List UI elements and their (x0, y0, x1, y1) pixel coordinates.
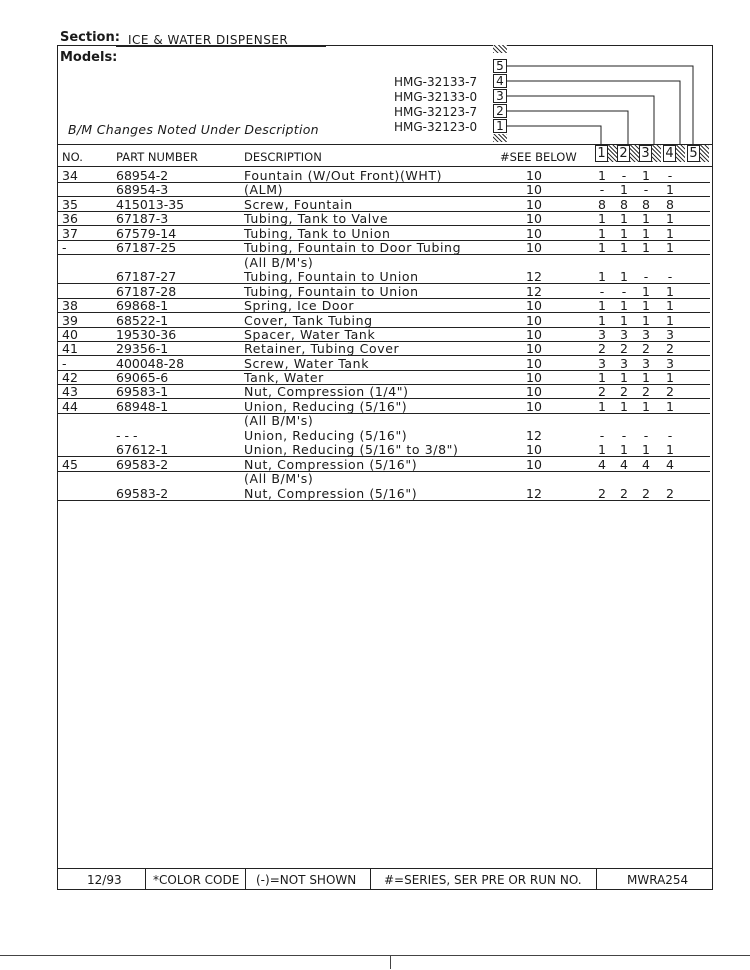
part-number: 69065-6 (116, 370, 169, 385)
part-number: 69583-2 (116, 486, 169, 501)
part-number: 415013-35 (116, 197, 185, 212)
bm-quantity-3: 1 (642, 313, 650, 328)
col-header-no: NO. (62, 150, 83, 164)
bm-quantity-2: 8 (620, 197, 628, 212)
bm-col-5: 5 (687, 145, 700, 162)
bm-quantity-4: 1 (666, 442, 674, 457)
see-below-code: 10 (526, 240, 542, 255)
see-below-code: 10 (526, 442, 542, 457)
bm-quantity-1: 1 (598, 211, 606, 226)
bm-quantity-4: 8 (666, 197, 674, 212)
part-number: 400048-28 (116, 356, 185, 371)
see-below-code: 10 (526, 384, 542, 399)
item-number: 41 (62, 341, 78, 356)
item-number: - (62, 240, 67, 255)
bm-quantity-1: 1 (598, 370, 606, 385)
part-description: (All B/M's) (244, 255, 314, 270)
bm-quantity-2: 3 (620, 356, 628, 371)
part-number: 67579-14 (116, 226, 177, 241)
bm-quantity-2: 1 (620, 211, 628, 226)
page-bottom-tick (390, 955, 391, 969)
part-description: (All B/M's) (244, 413, 314, 428)
bm-quantity-3: - (643, 428, 649, 443)
item-number: 37 (62, 226, 78, 241)
bm-quantity-2: 1 (620, 298, 628, 313)
section-title: ICE & WATER DISPENSER (128, 33, 289, 47)
bm-quantity-1: - (599, 182, 605, 197)
model-name-4: HMG-32133-7 (394, 75, 478, 89)
part-description: (All B/M's) (244, 471, 314, 486)
part-description: Screw, Fountain (244, 197, 353, 212)
part-number: - - - (116, 428, 138, 443)
part-description: Nut, Compression (5/16") (244, 457, 418, 472)
bm-quantity-4: 1 (666, 399, 674, 414)
bm-quantity-2: 2 (620, 384, 628, 399)
part-number: 67187-28 (116, 284, 177, 299)
bm-quantity-3: 1 (642, 370, 650, 385)
row-underline (58, 500, 710, 501)
part-number: 67187-3 (116, 211, 169, 226)
footer-date: 12/93 (87, 873, 122, 887)
item-number: 40 (62, 327, 78, 342)
header-bottom-rule (57, 166, 713, 167)
model-name-1: HMG-32123-0 (394, 120, 478, 134)
bm-quantity-4: 3 (666, 327, 674, 342)
bm-quantity-1: 3 (598, 327, 606, 342)
see-below-code: 12 (526, 428, 542, 443)
footer-series-note: #=SERIES, SER PRE OR RUN NO. (384, 873, 582, 887)
part-description: Tank, Water (244, 370, 324, 385)
see-below-code: 10 (526, 356, 542, 371)
bm-quantity-2: 1 (620, 240, 628, 255)
see-below-code: 10 (526, 211, 542, 226)
part-number: 67612-1 (116, 442, 169, 457)
bm-quantity-4: 1 (666, 298, 674, 313)
bm-changes-note: B/M Changes Noted Under Description (68, 122, 319, 137)
bm-hatch (630, 145, 639, 162)
bm-quantity-1: 2 (598, 384, 606, 399)
item-number: 38 (62, 298, 78, 313)
see-below-code: 10 (526, 327, 542, 342)
bm-quantity-1: 1 (598, 226, 606, 241)
bm-col-3: 3 (639, 145, 652, 162)
bm-quantity-2: 1 (620, 313, 628, 328)
bm-quantity-4: 1 (666, 226, 674, 241)
bm-quantity-1: 1 (598, 298, 606, 313)
bm-quantity-2: 1 (620, 269, 628, 284)
bm-quantity-3: 1 (642, 226, 650, 241)
item-number: 35 (62, 197, 78, 212)
part-number: 29356-1 (116, 341, 169, 356)
bm-col-2: 2 (617, 145, 630, 162)
item-number: 36 (62, 211, 78, 226)
bm-quantity-2: 2 (620, 486, 628, 501)
part-description: Fountain (W/Out Front)(WHT) (244, 168, 443, 183)
item-number: 39 (62, 313, 78, 328)
footer-separator (245, 868, 246, 890)
part-description: Cover, Tank Tubing (244, 313, 373, 328)
bm-quantity-3: 1 (642, 298, 650, 313)
item-number: 45 (62, 457, 78, 472)
part-description: Nut, Compression (5/16") (244, 486, 418, 501)
bm-quantity-1: 1 (598, 442, 606, 457)
part-description: Tubing, Fountain to Union (244, 269, 419, 284)
see-below-code: 12 (526, 284, 542, 299)
bm-quantity-2: - (621, 284, 627, 299)
part-description: Nut, Compression (1/4") (244, 384, 409, 399)
bm-quantity-3: 1 (642, 211, 650, 226)
bm-quantity-4: 1 (666, 182, 674, 197)
bm-quantity-1: - (599, 284, 605, 299)
bm-quantity-2: - (621, 168, 627, 183)
item-number: 44 (62, 399, 78, 414)
bm-quantity-3: 1 (642, 442, 650, 457)
page-bottom-rule (0, 955, 750, 956)
footer-separator (145, 868, 146, 890)
bm-quantity-3: - (643, 182, 649, 197)
part-description: Union, Reducing (5/16") (244, 399, 408, 414)
bm-hatch (652, 145, 661, 162)
part-description: Screw, Water Tank (244, 356, 370, 371)
see-below-code: 10 (526, 313, 542, 328)
bm-quantity-3: 2 (642, 486, 650, 501)
bm-quantity-3: - (643, 269, 649, 284)
model-box-2: 2 (493, 104, 507, 118)
bm-quantity-3: 3 (642, 327, 650, 342)
part-number: 68522-1 (116, 313, 169, 328)
bm-quantity-1: 4 (598, 457, 606, 472)
item-number: - (62, 356, 67, 371)
bm-quantity-2: 1 (620, 226, 628, 241)
see-below-code: 10 (526, 226, 542, 241)
bm-quantity-3: 2 (642, 341, 650, 356)
col-header-description: DESCRIPTION (244, 150, 322, 164)
bm-quantity-4: 2 (666, 341, 674, 356)
see-below-code: 10 (526, 341, 542, 356)
bm-quantity-3: 8 (642, 197, 650, 212)
bm-quantity-1: 1 (598, 168, 606, 183)
col-header-part-number: PART NUMBER (116, 150, 198, 164)
see-below-code: 10 (526, 298, 542, 313)
model-box-1: 1 (493, 119, 507, 133)
part-number: 68954-3 (116, 182, 169, 197)
bm-hatch (700, 145, 709, 162)
see-below-code: 12 (526, 269, 542, 284)
bm-quantity-4: 4 (666, 457, 674, 472)
model-box-hatch-top (493, 45, 507, 53)
bm-quantity-4: 1 (666, 240, 674, 255)
model-box-hatch-bottom (493, 134, 507, 142)
model-name-2: HMG-32123-7 (394, 105, 478, 119)
bm-quantity-4: 1 (666, 284, 674, 299)
bm-quantity-2: 4 (620, 457, 628, 472)
part-description: Tubing, Fountain to Union (244, 284, 419, 299)
models-label: Models: (60, 50, 118, 65)
bm-quantity-4: 2 (666, 486, 674, 501)
part-description: Tubing, Tank to Valve (244, 211, 389, 226)
bm-quantity-2: 1 (620, 399, 628, 414)
model-name-3: HMG-32133-0 (394, 90, 478, 104)
item-number: 34 (62, 168, 78, 183)
part-number: 68954-2 (116, 168, 169, 183)
model-leader-lines (0, 0, 750, 160)
part-number: 19530-36 (116, 327, 177, 342)
part-description: Union, Reducing (5/16" to 3/8") (244, 442, 459, 457)
bm-quantity-4: - (667, 428, 673, 443)
bm-quantity-3: 1 (642, 240, 650, 255)
see-below-code: 10 (526, 168, 542, 183)
part-description: (ALM) (244, 182, 284, 197)
bm-quantity-3: 1 (642, 168, 650, 183)
part-number: 67187-27 (116, 269, 177, 284)
bm-quantity-2: 1 (620, 182, 628, 197)
part-description: Spring, Ice Door (244, 298, 355, 313)
part-description: Spacer, Water Tank (244, 327, 376, 342)
bm-quantity-4: - (667, 168, 673, 183)
bm-quantity-1: 1 (598, 313, 606, 328)
bm-quantity-3: 2 (642, 384, 650, 399)
bm-quantity-4: 3 (666, 356, 674, 371)
footer-color-code: *COLOR CODE (153, 873, 240, 887)
see-below-code: 12 (526, 486, 542, 501)
bm-quantity-4: 1 (666, 313, 674, 328)
see-below-code: 10 (526, 399, 542, 414)
model-box-4: 4 (493, 74, 507, 88)
bm-quantity-4: 1 (666, 211, 674, 226)
bm-quantity-2: - (621, 428, 627, 443)
model-box-3: 3 (493, 89, 507, 103)
col-header-see-below: #SEE BELOW (500, 150, 577, 164)
footer-separator (596, 868, 597, 890)
footer-separator (370, 868, 371, 890)
bm-quantity-4: - (667, 269, 673, 284)
footer-code: MWRA254 (627, 873, 689, 887)
bm-col-1: 1 (595, 145, 608, 162)
see-below-code: 10 (526, 457, 542, 472)
part-number: 69583-1 (116, 384, 169, 399)
part-description: Retainer, Tubing Cover (244, 341, 400, 356)
bm-quantity-3: 4 (642, 457, 650, 472)
bm-quantity-1: 2 (598, 486, 606, 501)
part-number: 67187-25 (116, 240, 177, 255)
see-below-code: 10 (526, 370, 542, 385)
part-number: 68948-1 (116, 399, 169, 414)
bm-quantity-1: 2 (598, 341, 606, 356)
bm-quantity-3: 1 (642, 399, 650, 414)
part-number: 69868-1 (116, 298, 169, 313)
bm-quantity-1: 8 (598, 197, 606, 212)
item-number: 42 (62, 370, 78, 385)
bm-col-4: 4 (663, 145, 676, 162)
part-number: 69583-2 (116, 457, 169, 472)
bm-hatch (676, 145, 685, 162)
row-underline (58, 413, 710, 414)
bm-quantity-4: 2 (666, 384, 674, 399)
bm-quantity-4: 1 (666, 370, 674, 385)
row-underline (58, 471, 710, 472)
model-box-5: 5 (493, 59, 507, 73)
bm-quantity-1: 3 (598, 356, 606, 371)
bm-hatch (608, 145, 617, 162)
bm-quantity-1: 1 (598, 269, 606, 284)
bm-quantity-1: 1 (598, 399, 606, 414)
row-underline (58, 254, 710, 255)
bm-quantity-3: 3 (642, 356, 650, 371)
item-number: 43 (62, 384, 78, 399)
see-below-code: 10 (526, 197, 542, 212)
part-description: Tubing, Tank to Union (244, 226, 391, 241)
bm-quantity-1: - (599, 428, 605, 443)
footer-not-shown: (-)=NOT SHOWN (256, 873, 357, 887)
bm-quantity-1: 1 (598, 240, 606, 255)
part-description: Tubing, Fountain to Door Tubing (244, 240, 462, 255)
see-below-code: 10 (526, 182, 542, 197)
part-description: Union, Reducing (5/16") (244, 428, 408, 443)
bm-quantity-3: 1 (642, 284, 650, 299)
bm-quantity-2: 1 (620, 370, 628, 385)
footer-top-rule (57, 868, 713, 869)
section-label: Section: (60, 30, 120, 45)
bm-quantity-2: 2 (620, 341, 628, 356)
bm-quantity-2: 1 (620, 442, 628, 457)
bm-quantity-2: 3 (620, 327, 628, 342)
